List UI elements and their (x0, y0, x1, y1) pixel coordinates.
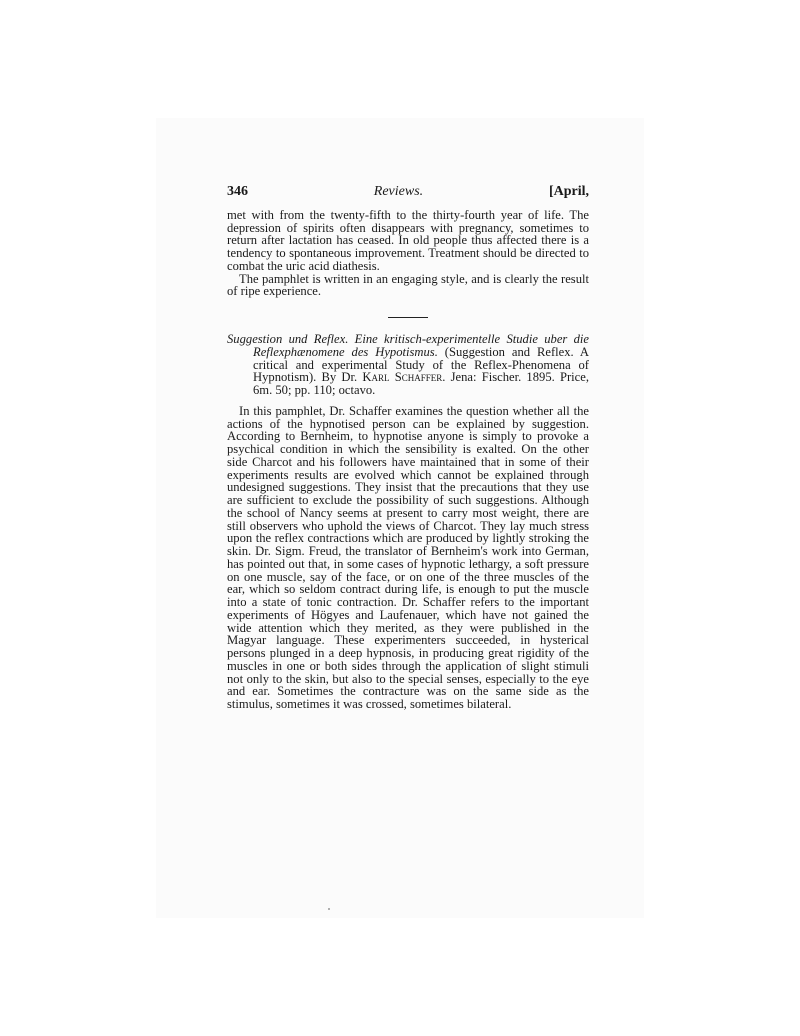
section-divider (388, 317, 428, 318)
review-body: In this pamphlet, Dr. Schaffer examines the question whether all the actions of the hypnotised person can be explained by suggestion. According to Bernheim, to hypnotise anyone is simply to provoke a psychical condition in which the sensibility is exalted. On the other side Charcot and his followers have maintained that in some of their experiments results are evolved which cannot be explained through undesigned suggestions. They insist that the precautions that they use are sufficient to exclude the possibility of such suggestions. Although the school of Nancy seems at present to carry most weight, there are still observers who uphold the views of Charcot. They lay much stress upon the reflex contractions which are produced by lightly stroking the skin. Dr. Sigm. Freud, the translator of Bernheim's work into German, has pointed out that, in some cases of hypnotic lethargy, a soft pressure on one muscle, say of the face, or on one of the three muscles of the ear, which so seldom contract during life, is enough to put the muscle into a state of tonic contraction. Dr. Schaffer refers to the important experiments of Högyes and Laufenauer, which have not gained the wide attention which they merited, as they were published in the Magyar language. These experimenters succeeded, in hysterical persons plunged in a deep hypnosis, in producing great rigidity of the muscles in one or both sides through the application of slight stimuli not only to the skin, but also to the special senses, especially to the eye and ear. Sometimes the contracture was on the same side as the stimulus, sometimes it was crossed, sometimes bilateral. (227, 403, 589, 711)
running-head (227, 186, 589, 199)
paper-speck (328, 908, 330, 910)
review-citation (227, 333, 589, 397)
page-number: 346 (227, 184, 248, 199)
citation-publication: Jena: Fischer. 1895. Price, 6m. 50; pp. 110; octavo. (253, 370, 590, 397)
citation-author: Karl Schaffer. (362, 370, 446, 385)
citation-title: Suggestion und Reflex. Eine kritisch-experimentelle Studie uber die Reflexphænomene des Hypotismus. (227, 332, 589, 359)
citation-translation: (Suggestion and Reflex. A critical and experimental Study of the Reflex-Phenomena of Hypnotism). By Dr. (253, 344, 589, 385)
paragraph-continuation: met with from the twenty-fifth to the thirty-fourth year of life. The depression of spirits often disappears with pregnancy, sometimes to return after lactation has ceased. In old people thus affected there is a tendency to spontaneous improvement. Treatment should be directed to combat the uric acid diathesis. (227, 207, 589, 273)
paragraph-conclusion: The pamphlet is written in an engaging style, and is clearly the result of ripe experience. (227, 271, 589, 299)
issue-month: [April, (548, 184, 589, 199)
text-column (227, 186, 589, 711)
section-title: Reviews. (373, 184, 424, 199)
